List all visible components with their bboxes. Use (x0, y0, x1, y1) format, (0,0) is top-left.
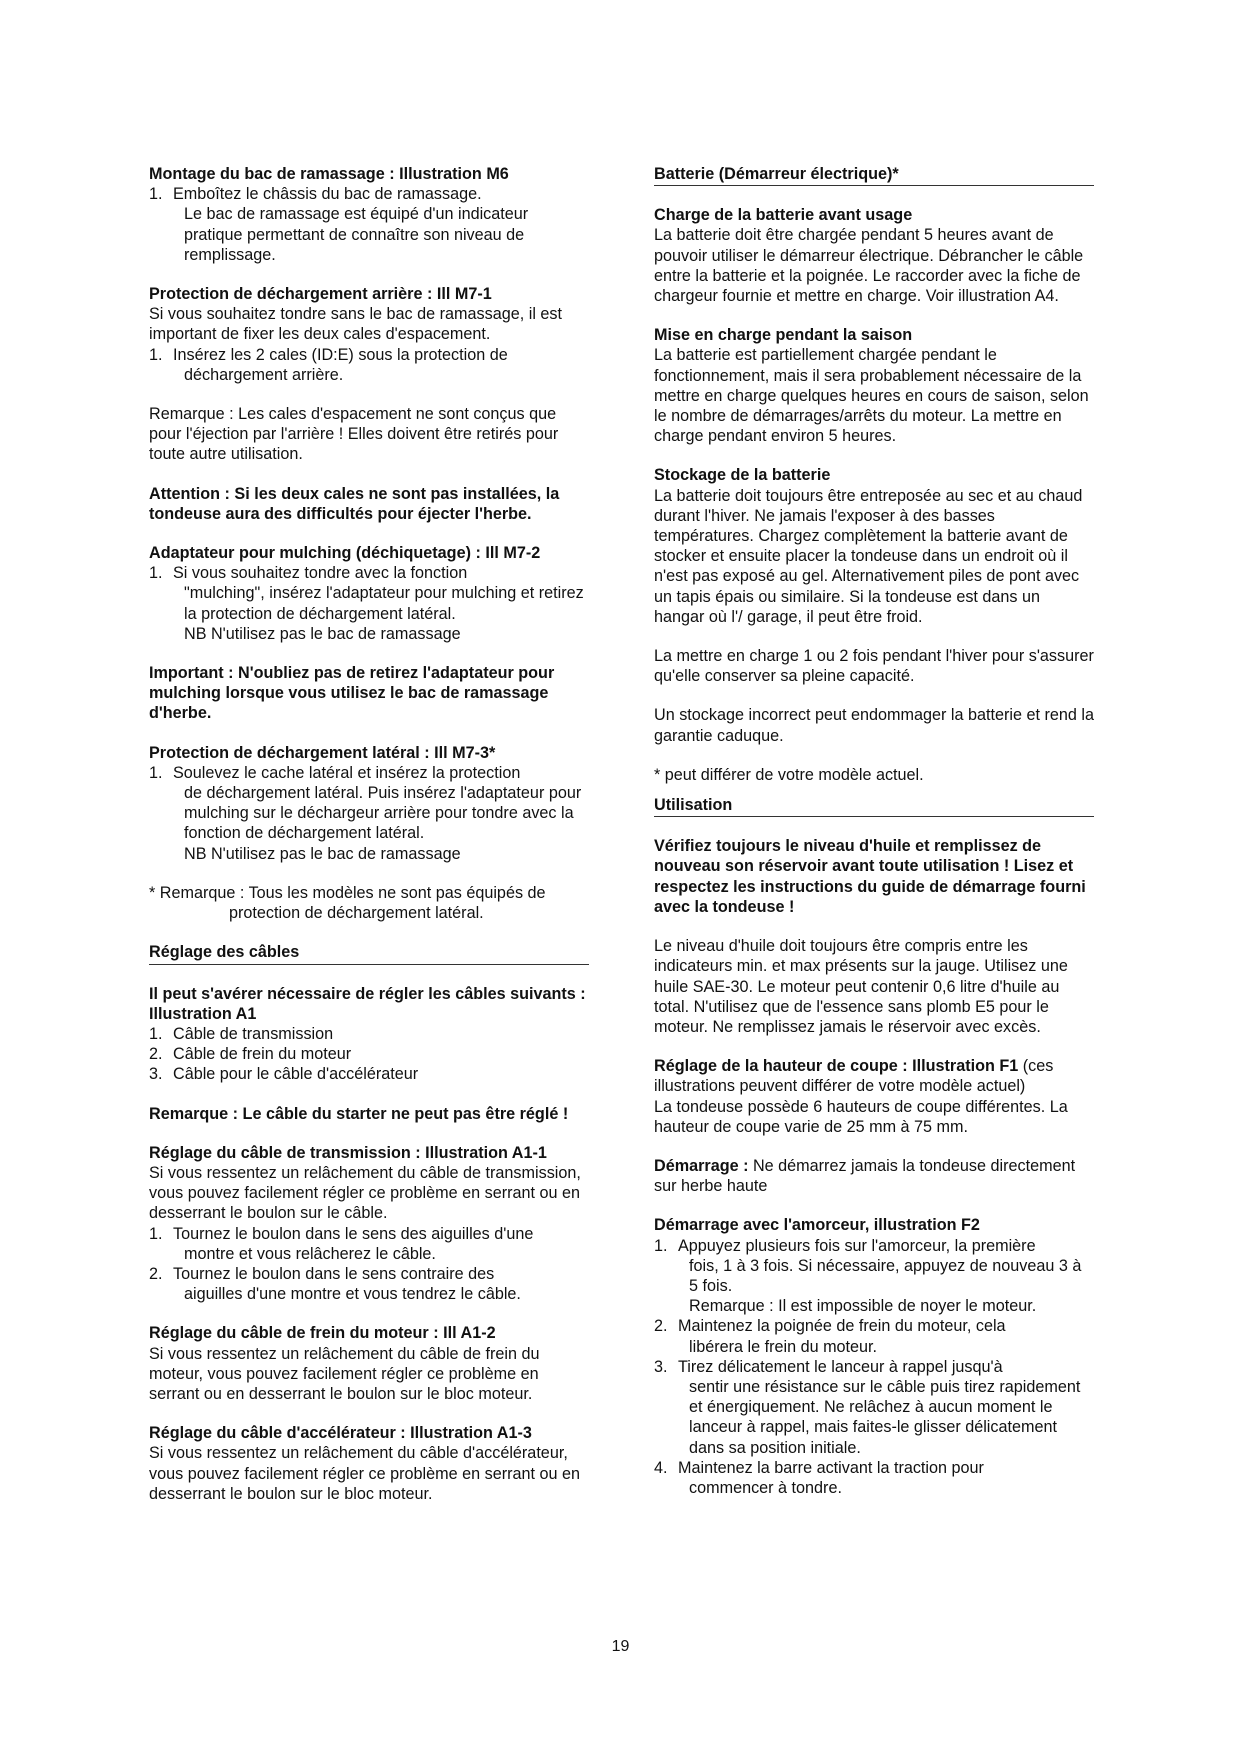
list-item (149, 184, 589, 204)
paragraph: Si vous ressentez un relâchement du câble de transmission, vous pouvez facilement régler ce problème en serrant ou en desserrant le boulon sur le câble. (149, 1163, 581, 1223)
list-item (654, 1316, 1094, 1356)
start-note (654, 1156, 1094, 1196)
paragraph: Si vous souhaitez tondre sans le bac de ramassage, il est important de fixer les deux cales d'espacement. (149, 305, 563, 344)
section-title-storage: Stockage de la batterie (654, 466, 831, 485)
list-text: Insérez les 2 cales (ID:E) sous la protection de (173, 345, 508, 364)
list-text: Câble de transmission (173, 1024, 334, 1043)
paragraph: Le niveau d'huile doit toujours être compris entre les indicateurs min. et max présents sur la jauge. Utilisez une huile SAE-30. Le moteur peut contenir 0,6 litre d'huile au total. N'utilisez que de l'essence sans plomb E5 pour le moteur. Ne remplissez jamais le réservoir avec excès. (654, 937, 1068, 1036)
list-item (149, 1044, 589, 1064)
list-text: Si vous souhaitez tondre avec la fonction (173, 564, 468, 583)
starter-remark: Remarque : Le câble du starter ne peut pas être réglé ! (149, 1104, 569, 1123)
list-number: 2. (654, 1317, 668, 1336)
section-title-f1 (654, 1056, 1094, 1096)
list-item (654, 1458, 1094, 1498)
list-text: Appuyez plusieurs fois sur l'amorceur, la première (678, 1236, 1036, 1255)
list-number: 3. (654, 1357, 668, 1376)
section-title-a1-1: Réglage du câble de transmission : Illustration A1-1 (149, 1143, 547, 1162)
section-title-m7-2: Adaptateur pour mulching (déchiquetage) : Ill M7-2 (149, 544, 541, 563)
left-column (149, 164, 589, 1504)
page-number: 19 (611, 1638, 630, 1655)
section-title-a1-2: Réglage du câble de frein du moteur : Ill A1-2 (149, 1324, 496, 1343)
list-number: 3. (149, 1065, 163, 1084)
list-text-continued: montre et vous relâcherez le câble. (184, 1244, 436, 1263)
models-remark: * Remarque : Tous les modèles ne sont pas équipés de (149, 883, 546, 902)
paragraph: La batterie doit toujours être entreposée au sec et au chaud durant l'hiver. Ne jamais l'exposer à des basses températures. Chargez complètement la batterie avant de stocker et ensuite placer la tondeuse dans un endroit où il n'est pas exposé au gel. Alternativement piles de pont avec un tapis épais ou similaire. Si la tondeuse est dans un hangar où l'/ garage, il peut être froid. (654, 486, 1083, 626)
remark: Remarque : Les cales d'espacement ne sont conçus que pour l'éjection par l'arrière ! Elles doivent être retirés pour toute autre utilisation. (149, 405, 559, 464)
list-number: 1. (149, 763, 163, 782)
list-text: Maintenez la barre activant la traction pour (678, 1458, 984, 1477)
list-item (654, 1357, 1094, 1458)
section-header-usage: Utilisation (654, 795, 1094, 817)
list-item (149, 1064, 589, 1084)
list-note: Le bac de ramassage est équipé d'un indicateur pratique permettant de connaître son niveau de remplissage. (184, 205, 529, 264)
list-text-continued: sentir une résistance sur le câble puis tirez rapidement et énergiquement. Ne relâchez à aucun moment le lanceur à rappel, mais faites-le glisser délicatement dans sa position initiale. (689, 1377, 1081, 1457)
section-header-cables: Réglage des câbles (149, 942, 589, 964)
list-number: 1. (149, 1024, 163, 1043)
list-text: Maintenez la poignée de frein du moteur, cela (678, 1317, 1006, 1336)
paragraph: La mettre en charge 1 ou 2 fois pendant l'hiver pour s'assurer qu'elle conserver sa pleine capacité. (654, 647, 1094, 686)
important-note: Important : N'oubliez pas de retirez l'adaptateur pour mulching lorsque vous utilisez le bac de ramassage d'herbe. (149, 664, 555, 723)
section-title-charge: Charge de la batterie avant usage (654, 206, 913, 225)
paragraph: La tondeuse possède 6 hauteurs de coupe différentes. La hauteur de coupe varie de 25 mm à 75 mm. (654, 1097, 1068, 1136)
right-column (654, 164, 1094, 1498)
list-text-continued: commencer à tondre. (689, 1478, 842, 1497)
list-text: Soulevez le cache latéral et insérez la protection (173, 763, 521, 782)
list-text-continued: aiguilles d'une montre et vous tendrez le câble. (184, 1285, 521, 1304)
section-title-season: Mise en charge pendant la saison (654, 326, 913, 345)
start-text: Ne démarrez jamais la tondeuse directement sur herbe haute (654, 1156, 1076, 1196)
list-item (149, 763, 589, 864)
paragraph: La batterie est partiellement chargée pendant le fonctionnement, mais il sera probablement nécessaire de la mettre en charge quelques heures en cours de saison, selon le nombre de démarrages/arrêts du moteur. La mettre en charge pendant environ 5 heures. (654, 346, 1089, 446)
section-title-a1-3: Réglage du câble d'accélérateur : Illustration A1-3 (149, 1424, 532, 1443)
list-text: Câble pour le câble d'accélérateur (173, 1065, 419, 1084)
list-text-continued: libérera le frein du moteur. (689, 1337, 878, 1356)
list-text-continued: "mulching", insérez l'adaptateur pour mulching et retirez la protection de déchargement latéral. (184, 584, 584, 623)
paragraph: Si vous ressentez un relâchement du câble de frein du moteur, vous pouvez facilement régler ce problème en serrant ou en desserrant le boulon sur le bloc moteur. (149, 1344, 540, 1403)
section-title-f2: Démarrage avec l'amorceur, illustration F2 (654, 1216, 980, 1235)
list-text: Tirez délicatement le lanceur à rappel jusqu'à (678, 1357, 1003, 1376)
list-text-continued: de déchargement latéral. Puis insérez l'adaptateur pour mulching sur le déchargeur arrière pour tondre avec la fonction de déchargement latéral. (184, 784, 582, 843)
cables-intro: Il peut s'avérer nécessaire de régler les câbles suivants : Illustration A1 (149, 984, 586, 1023)
list-text: Tournez le boulon dans le sens contraire des (173, 1264, 495, 1283)
f1-title-bold: Réglage de la hauteur de coupe : Illustration F1 (654, 1057, 1019, 1076)
list-number: 1. (149, 345, 163, 364)
oil-warning: Vérifiez toujours le niveau d'huile et remplissez de nouveau son réservoir avant toute utilisation ! Lisez et respectez les instructions du guide de démarrage fourni avec la tondeuse ! (654, 837, 1086, 916)
list-text: Emboîtez le châssis du bac de ramassage. (173, 185, 482, 204)
list-number: 1. (149, 185, 163, 204)
list-note: NB N'utilisez pas le bac de ramassage (184, 624, 461, 643)
list-number: 1. (149, 564, 163, 583)
paragraph: La batterie doit être chargée pendant 5 heures avant de pouvoir utiliser le démarreur électrique. Débrancher le câble entre la batterie et la poignée. Le raccorder avec la fiche de chargeur fournie et mettre en charge. Voir illustration A4. (654, 226, 1084, 306)
list-number: 2. (149, 1264, 163, 1283)
list-item (149, 1024, 589, 1044)
list-number: 1. (149, 1224, 163, 1243)
f1-title-rest: (ces illustrations peuvent différer de votre modèle actuel) (654, 1057, 1054, 1096)
list-note: NB N'utilisez pas le bac de ramassage (184, 844, 461, 863)
paragraph: Un stockage incorrect peut endommager la batterie et rend la garantie caduque. (654, 706, 1095, 745)
list-item (149, 345, 589, 385)
list-number: 2. (149, 1045, 163, 1064)
list-item (149, 563, 589, 644)
list-number: 1. (654, 1236, 668, 1255)
start-label: Démarrage : (654, 1156, 749, 1175)
section-title-m7-3: Protection de déchargement latéral : Ill M7-3* (149, 743, 496, 762)
list-note: Remarque : Il est impossible de noyer le moteur. (689, 1297, 1037, 1316)
list-number: 4. (654, 1458, 668, 1477)
list-item (149, 1264, 589, 1304)
section-header-battery: Batterie (Démarreur électrique)* (654, 164, 1094, 186)
attention-note: Attention : Si les deux cales ne sont pas installées, la tondeuse aura des difficultés pour éjecter l'herbe. (149, 484, 560, 523)
section-title-m6: Montage du bac de ramassage : Illustration M6 (149, 165, 509, 183)
section-title-m7-1: Protection de déchargement arrière : Ill M7-1 (149, 285, 492, 304)
paragraph: Si vous ressentez un relâchement du câble d'accélérateur, vous pouvez facilement régler ce problème en serrant ou en desserrant le boulon sur le bloc moteur. (149, 1444, 581, 1503)
models-remark-continued: protection de déchargement latéral. (229, 904, 484, 923)
list-text-continued: déchargement arrière. (184, 365, 344, 384)
list-text: Tournez le boulon dans le sens des aiguilles d'une (173, 1224, 534, 1243)
model-note: * peut différer de votre modèle actuel. (654, 765, 924, 784)
list-item (654, 1236, 1094, 1317)
list-item (149, 1224, 589, 1264)
list-text-continued: fois, 1 à 3 fois. Si nécessaire, appuyez de nouveau 3 à 5 fois. (689, 1256, 1082, 1295)
list-text: Câble de frein du moteur (173, 1045, 352, 1064)
